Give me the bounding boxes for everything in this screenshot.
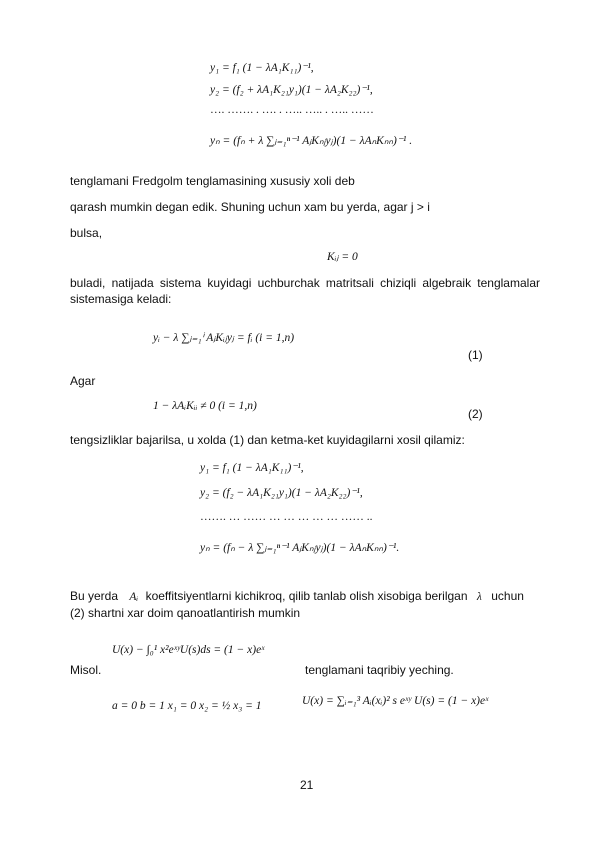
system2-line-1: y₁ = f₁ (1 − λA₁K₁₁)⁻¹, — [200, 462, 304, 474]
bu-yerda-text: Bu yerda — [70, 589, 119, 603]
equation-1-number: (1) — [468, 348, 483, 362]
ai-symbol: Aᵢ — [129, 591, 139, 603]
uchun-text: uchun — [491, 589, 524, 603]
paragraph-1: tenglamani Fredgolm tenglamasining xususiy xoli deb — [70, 174, 355, 188]
equation-1: yᵢ − λ ∑ⱼ₌₁ⁱ AⱼKᵢⱼyⱼ = fᵢ (i = 1,n) — [153, 332, 295, 344]
paragraph-3: bulsa, — [70, 226, 103, 240]
parameters-equation: a = 0 b = 1 x₁ = 0 x₂ = ½ x₃ = 1 — [112, 700, 262, 712]
agar-label: Agar — [70, 374, 96, 388]
misol-equation: U(x) − ∫₀¹ x²eˣʸU(s)ds = (1 − x)eˣ — [112, 644, 265, 656]
misol-label: Misol. — [70, 663, 102, 677]
system2-line-2: y₂ = (f₂ − λA₁K₂₁y₁)(1 − λA₂K₂₂)⁻¹, — [200, 487, 363, 499]
approximation-equation: U(x) = ∑ᵢ₌₁³ Aᵢ(xᵢ)² s eˣʸ U(s) = (1 − x)eˣ — [302, 695, 489, 707]
paragraph-6 — [70, 588, 524, 605]
paragraph-5: tengsizliklar bajarilsa, u xolda (1) dan ketma-ket kuyidagilarni xosil qilamiz: — [70, 433, 465, 447]
system2-line-4: yₙ = (fₙ − λ ∑ⱼ₌₁ⁿ⁻¹ AⱼKₙⱼyⱼ)(1 − λAₙKₙₙ)⁻¹. — [200, 542, 400, 554]
lambda-symbol: λ — [476, 591, 482, 603]
system2-line-3: ……. … …… … … … … … …… .. — [200, 511, 373, 523]
koeffitsiyent-text: koeffitsiyentlarni kichikroq, qilib tanlab olish xisobiga berilgan — [145, 589, 468, 603]
system1-line-1: y₁ = f₁ (1 − λA₁K₁₁)⁻¹, — [210, 62, 314, 74]
equation-2-number: (2) — [468, 407, 483, 421]
paragraph-2: qarash mumkin degan edik. Shuning uchun xam bu yerda, agar j > i — [70, 200, 430, 214]
paragraph-4: buladi, natijada sistema kuyidagi uchburchak matritsali chiziqli algebraik tenglamalar sistemasiga keladi: — [70, 276, 540, 306]
system1-line-2: y₂ = (f₂ + λA₁K₂₁y₁)(1 − λA₂K₂₂)⁻¹, — [210, 84, 373, 96]
page-number: 21 — [300, 778, 314, 792]
equation-2: 1 − λAᵢKᵢᵢ ≠ 0 (i = 1,n) — [153, 400, 257, 412]
system1-line-3: …. ……. . …. . ….. ….. . ….. …… — [210, 104, 374, 116]
paragraph-7: (2) shartni xar doim qanoatlantirish mumkin — [70, 606, 301, 620]
system1-line-4: yₙ = (fₙ + λ ∑ⱼ₌₁ⁿ⁻¹ AⱼKₙⱼyⱼ)(1 − λAₙKₙₙ)⁻¹ . — [210, 135, 413, 147]
misol-instruction: tenglamani taqribiy yeching. — [305, 663, 454, 677]
kij-equation: Kᵢⱼ = 0 — [327, 251, 358, 263]
